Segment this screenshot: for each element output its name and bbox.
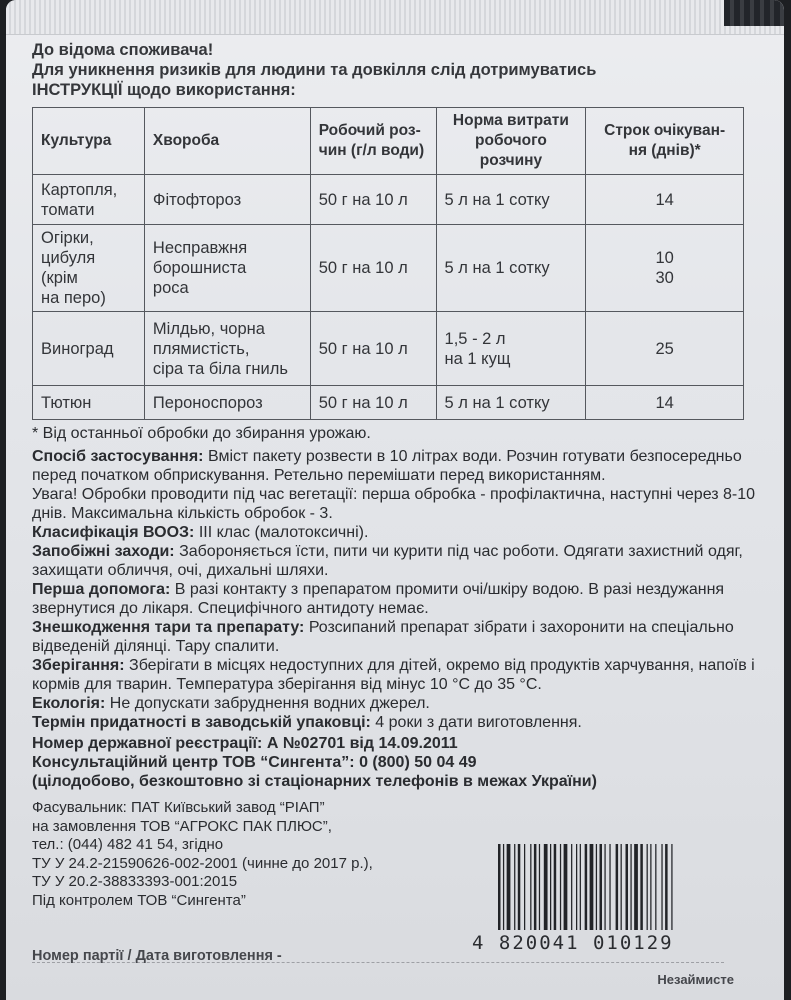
barcode-bar xyxy=(609,844,610,930)
instructions-text xyxy=(32,447,762,910)
barcode-bar xyxy=(596,844,597,930)
barcode-bar xyxy=(630,844,631,930)
disposal-text: Розсипаний препарат зібрати і захоронити на спеціально відведеній ділянці. Тару спалити. xyxy=(32,619,734,655)
cell-culture xyxy=(33,225,145,312)
header-solution xyxy=(310,108,436,175)
barcode-bar xyxy=(518,844,521,930)
barcode-bars xyxy=(496,844,726,930)
instructions-table xyxy=(32,107,744,420)
barcode-bar xyxy=(665,844,668,930)
barcode-bar xyxy=(498,844,501,930)
warning-paragraph: Увага! Обробки проводити під час вегетації: перша обробка - профілактична, наступні через 8-10 днів. Максимальна кількість обробок - 3. xyxy=(32,486,756,522)
notice-heading: До відома споживача! xyxy=(32,41,214,59)
barcode-bar xyxy=(626,844,629,930)
cell-text: цибуля (крім xyxy=(41,249,96,287)
cell-text: на 1 кущ xyxy=(444,349,511,368)
cell-text: 10 xyxy=(655,249,674,267)
barcode-bar xyxy=(640,844,643,930)
barcode-bar xyxy=(580,844,581,930)
barcode-bar xyxy=(655,844,656,930)
header-days-line-2: ня (днів)* xyxy=(628,142,701,159)
packer-line-3: тел.: (044) 482 41 54, згідно xyxy=(32,836,224,853)
cell-text: роса xyxy=(152,279,189,297)
barcode-bar xyxy=(564,844,568,930)
barcode-prefix: 4 xyxy=(472,932,486,954)
table-row xyxy=(33,175,744,225)
cell-text: Фітофтороз xyxy=(152,190,242,209)
header-culture xyxy=(33,108,145,175)
cell-text: 50 г на 10 л xyxy=(318,190,408,209)
table-row xyxy=(33,225,744,312)
content xyxy=(32,40,762,910)
class-text: ІІІ клас (малотоксичні). xyxy=(198,524,369,541)
cell-text: 1,5 - 2 л xyxy=(444,329,506,348)
precautions-paragraph xyxy=(32,542,762,580)
cell-text: борошниста xyxy=(152,259,247,277)
cell-text: сіра та біла гниль xyxy=(152,359,288,378)
storage-text: Зберігати в місцях недоступних для дітей, окремо від продуктів харчування, напоїв і кормів для тварин. Температура зберігання від мінус 10 °С до 35 °С. xyxy=(32,657,755,693)
header-disease xyxy=(144,108,310,175)
method-title: Спосіб застосування: xyxy=(32,448,204,465)
cell-text: 50 г на 10 л xyxy=(318,393,408,412)
class-paragraph xyxy=(32,523,762,542)
cell-rate xyxy=(436,386,586,420)
consult-text: Консультаційний центр ТОВ “Сингента”: 0 (800) 50 04 49 xyxy=(32,754,477,771)
ecology-text: Не допускати забруднення водних джерел. xyxy=(109,695,430,712)
cell-rate xyxy=(436,175,586,225)
cell-disease xyxy=(144,312,310,386)
firstaid-title: Перша допомога: xyxy=(32,581,171,598)
cell-text: 14 xyxy=(655,190,674,209)
cell-text: Мілдью, чорна xyxy=(152,319,265,338)
cell-rate xyxy=(436,312,586,386)
storage-paragraph xyxy=(32,656,762,694)
footnote: * Від останньої обробки до збирання урожаю. xyxy=(32,425,371,442)
header-days xyxy=(586,108,744,175)
cell-text: 5 л на 1 сотку xyxy=(444,190,550,209)
cell-solution xyxy=(310,175,436,225)
class-title: Класифікація ВООЗ: xyxy=(32,524,195,541)
barcode-bar xyxy=(550,844,551,930)
barcode-bar xyxy=(514,844,515,930)
barcode-bar xyxy=(507,844,511,930)
notice-line-3: ІНСТРУКЦІЇ щодо використання: xyxy=(32,81,296,99)
header-solution-line-1: Робочий роз- xyxy=(318,122,421,139)
independent-mark: Незаймисте xyxy=(657,972,734,987)
header-rate-line-1: Норма витрати xyxy=(452,112,569,129)
notice-line-2: Для уникнення ризиків для людини та довкілля слід дотримуватись xyxy=(32,61,597,79)
barcode-bar xyxy=(554,844,557,930)
cell-text: Картопля, xyxy=(41,180,118,199)
barcode-number: 820041 010129 xyxy=(498,932,674,954)
disposal-title: Знешкодження тари та препарату: xyxy=(32,619,305,636)
cell-text: 25 xyxy=(655,339,674,358)
barcode-bar xyxy=(621,844,622,930)
precautions-text: Забороняється їсти, пити чи курити під час роботи. Одягати захистний одяг, захищати обличчя, очі, дихальні шляхи. xyxy=(32,543,743,579)
barcode-digits xyxy=(472,932,730,954)
registration-line xyxy=(32,734,762,753)
cell-text: Несправжня xyxy=(152,239,248,257)
cell-rate xyxy=(436,225,586,312)
header-days-line-1: Строк очікуван- xyxy=(604,122,726,139)
barcode-bar xyxy=(604,844,605,930)
cell-disease xyxy=(144,386,310,420)
consult-line xyxy=(32,753,762,772)
ecology-paragraph xyxy=(32,694,762,713)
cell-culture xyxy=(33,312,145,386)
shelf-text: 4 роки з дати виготовлення. xyxy=(375,714,582,731)
cell-days xyxy=(586,312,744,386)
header-disease-text: Хвороба xyxy=(152,132,220,149)
cell-disease xyxy=(144,175,310,225)
barcode-bar xyxy=(503,844,504,930)
storage-title: Зберігання: xyxy=(32,657,125,674)
packet-label xyxy=(6,0,784,1000)
barcode-bar xyxy=(585,844,588,930)
barcode-bar xyxy=(530,844,531,930)
barcode-bar xyxy=(539,844,540,930)
barcode-bar xyxy=(590,844,594,930)
packer-line-1: Фасувальник: ПАТ Київський завод “РІАП” xyxy=(32,799,325,816)
cell-text: 14 xyxy=(655,393,674,412)
ecology-title: Екологія: xyxy=(32,695,106,712)
disposal-paragraph xyxy=(32,618,762,656)
registration-text: Номер державної реєстрації: А №02701 від 14.09.2011 xyxy=(32,735,458,752)
top-seal xyxy=(6,0,784,35)
cell-solution xyxy=(310,312,436,386)
method-paragraph xyxy=(32,447,762,485)
cell-text: плямистість, xyxy=(152,339,250,358)
cell-text: Огірки, xyxy=(41,229,94,247)
header-culture-text: Культура xyxy=(41,132,112,149)
barcode-bar xyxy=(650,844,651,930)
barcode-bar xyxy=(560,844,561,930)
barcode-bar xyxy=(576,844,577,930)
batch-date-label: Номер партії / Дата виготовлення - xyxy=(32,948,282,964)
cell-text: Тютюн xyxy=(41,393,92,412)
cell-text: 50 г на 10 л xyxy=(318,259,408,277)
barcode-bar xyxy=(534,844,537,930)
cell-days xyxy=(586,175,744,225)
table-row xyxy=(33,386,744,420)
table-header-row xyxy=(33,108,744,175)
cell-disease xyxy=(144,225,310,312)
cell-text: томати xyxy=(41,200,95,219)
barcode-bar xyxy=(616,844,619,930)
barcode-bar xyxy=(671,844,672,930)
barcode xyxy=(472,844,730,960)
corner-background xyxy=(724,0,784,26)
cell-culture xyxy=(33,386,145,420)
barcode-bar xyxy=(600,844,603,930)
cell-text: 5 л на 1 сотку xyxy=(444,393,550,412)
cell-text: 30 xyxy=(655,269,674,287)
barcode-bar xyxy=(571,844,572,930)
firstaid-text: В разі контакту з препаратом промити очі/шкіру водою. В разі нездужання звернутися до лікаря. Специфічного антидоту немає. xyxy=(32,581,725,617)
shelf-paragraph xyxy=(32,713,762,732)
cell-days xyxy=(586,225,744,312)
cell-text: Пероноспороз xyxy=(152,393,263,412)
method-text: Вміст пакету розвести в 10 літрах води. Розчин готувати безпосередньо перед початком обприскування. Ретельно перемішати перед використанням. xyxy=(32,448,742,484)
cell-days xyxy=(586,386,744,420)
barcode-bar xyxy=(524,844,525,930)
cell-text: 50 г на 10 л xyxy=(318,339,408,358)
header-rate-line-2: робочого розчину xyxy=(475,132,547,169)
cell-text: Виноград xyxy=(41,339,114,358)
firstaid-paragraph xyxy=(32,580,762,618)
packer-line-2: на замовлення ТОВ “АГРОКС ПАК ПЛЮС”, xyxy=(32,817,332,835)
shelf-title: Термін придатності в заводській упаковці: xyxy=(32,714,371,731)
barcode-bar xyxy=(661,844,662,930)
packer-line-6: Під контролем ТОВ “Сингента” xyxy=(32,891,246,909)
header-rate xyxy=(436,108,586,175)
barcode-bar xyxy=(647,844,648,930)
cell-culture xyxy=(33,175,145,225)
packer-line-5: ТУ У 20.2-38833393-001:2015 xyxy=(32,873,238,890)
cell-solution xyxy=(310,225,436,312)
consult-note-text: (цілодобово, безкоштовно зі стаціонарних телефонів в межах України) xyxy=(32,773,597,790)
barcode-bar xyxy=(544,844,548,930)
cell-text: 5 л на 1 сотку xyxy=(444,259,550,277)
precautions-title: Запобіжні заходи: xyxy=(32,543,175,560)
consult-note xyxy=(32,772,762,791)
table-row xyxy=(33,312,744,386)
header-solution-line-2: чин (г/л води) xyxy=(318,142,425,159)
cell-text: на перо) xyxy=(41,289,106,307)
packer-line-4: ТУ У 24.2-21590626-002-2001 (чинне до 2017 р.), xyxy=(32,854,373,872)
barcode-bar xyxy=(634,844,638,930)
cell-solution xyxy=(310,386,436,420)
